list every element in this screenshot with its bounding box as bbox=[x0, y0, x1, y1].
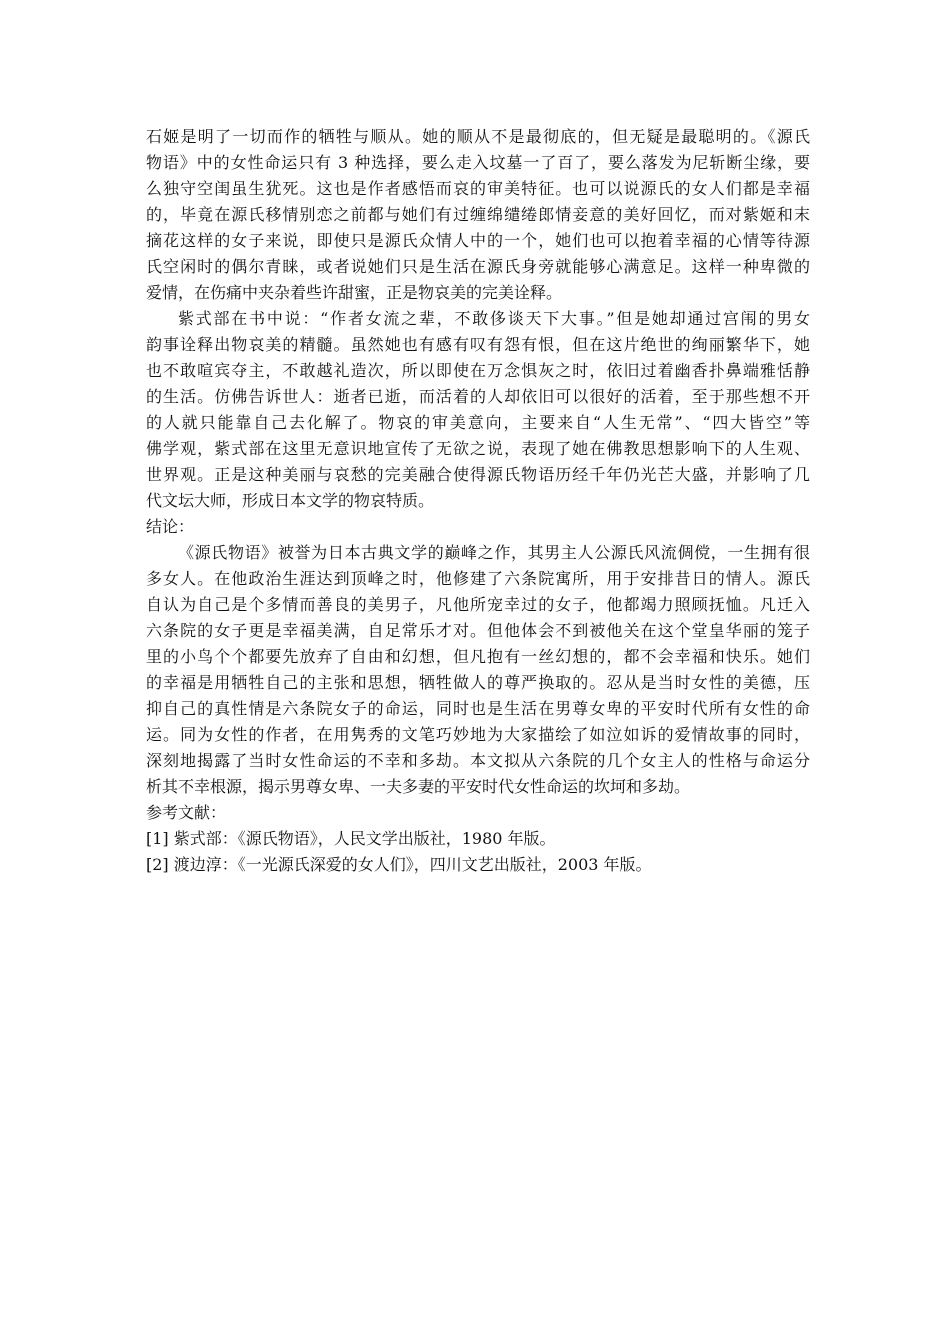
paragraph-line: 石姬是明了一切而作的牺牲与顺从。她的顺从不是最彻底的，但无疑是最聪明的。《源氏 bbox=[146, 127, 810, 146]
paragraph-line: 运。同为女性的作者，在用隽秀的文笔巧妙地为大家描绘了如泣如诉的爱情故事的同时， bbox=[146, 725, 810, 744]
paragraph-line: 《源氏物语》被誉为日本古典文学的巅峰之作，其男主人公源氏风流倜傥，一生拥有很 bbox=[178, 543, 810, 562]
reference-item: [1] 紫式部：《源氏物语》，人民文学出版社，1980 年版。 bbox=[146, 829, 556, 848]
paragraph-line: 么独守空闺虽生犹死。这也是作者感悟而哀的审美特征。也可以说源氏的女人们都是幸福 bbox=[146, 179, 810, 198]
paragraph-line: 抑自己的真性情是六条院女子的命运，同时也是生活在男尊女卑的平安时代所有女性的命 bbox=[146, 699, 810, 718]
paragraph-line: 的生活。仿佛告诉世人：逝者已逝，而活着的人却依旧可以很好的活着，至于那些想不开 bbox=[146, 387, 810, 406]
paragraph-line: 物语》中的女性命运只有 3 种选择，要么走入坟墓一了百了，要么落发为尼斩断尘缘，要 bbox=[146, 153, 810, 172]
paragraph-line: 自认为自己是个多情而善良的美男子，凡他所宠幸过的女子，他都竭力照顾抚恤。凡迁入 bbox=[146, 595, 810, 614]
paragraph-line: 爱情，在伤痛中夹杂着些许甜蜜，正是物哀美的完美诠释。 bbox=[146, 283, 563, 302]
paragraph-line: 多女人。在他政治生涯达到顶峰之时，他修建了六条院寓所，用于安排昔日的情人。源氏 bbox=[146, 569, 810, 588]
paragraph-line: 的幸福是用牺牲自己的主张和思想，牺牲做人的尊严换取的。忍从是当时女性的美德，压 bbox=[146, 673, 810, 692]
references-heading: 参考文献： bbox=[146, 803, 227, 822]
paragraph-2 bbox=[146, 306, 810, 514]
paragraph-line: 氏空闲时的偶尔青睐，或者说她们只是生活在源氏身旁就能够心满意足。这样一种卑微的 bbox=[146, 257, 810, 276]
paragraph-line: 也不敢喧宾夺主，不敢越礼造次，所以即使在万念惧灰之时，依旧过着幽香扑鼻端雅恬静 bbox=[146, 361, 810, 380]
paragraph-line: 深刻地揭露了当时女性命运的不幸和多劫。本文拟从六条院的几个女主人的性格与命运分 bbox=[146, 751, 810, 770]
reference-list bbox=[146, 826, 810, 878]
paragraph-line: 里的小鸟个个都要先放弃了自由和幻想，但凡抱有一丝幻想的，都不会幸福和快乐。她们 bbox=[146, 647, 810, 666]
paragraph-line: 的，毕竟在源氏移情别恋之前都与她们有过缠绵缱绻郎情妾意的美好回忆，而对紫姬和末 bbox=[146, 205, 810, 224]
paragraph-line: 韵事诠释出物哀美的精髓。虽然她也有感有叹有怨有恨，但在这片绝世的绚丽繁华下，她 bbox=[146, 335, 810, 354]
paragraph-line: 世界观。正是这种美丽与哀愁的完美融合使得源氏物语历经千年仍光芒大盛，并影响了几 bbox=[146, 465, 810, 484]
conclusion-heading: 结论： bbox=[146, 517, 195, 536]
conclusion-paragraph bbox=[146, 540, 810, 800]
paragraph-line: 的人就只能靠自己去化解了。物哀的审美意向，主要来自“人生无常”、“四大皆空”等 bbox=[146, 413, 810, 432]
reference-item: [2] 渡边淳：《一光源氏深爱的女人们》，四川文艺出版社，2003 年版。 bbox=[146, 855, 652, 874]
paragraph-line: 紫式部在书中说：“作者女流之辈，不敢侈谈天下大事。”但是她却通过宫闱的男女 bbox=[178, 309, 810, 328]
paragraph-line: 摘花这样的女子来说，即使只是源氏众情人中的一个，她们也可以抱着幸福的心情等待源 bbox=[146, 231, 810, 250]
paragraph-line: 佛学观，紫式部在这里无意识地宣传了无欲之说，表现了她在佛教思想影响下的人生观、 bbox=[146, 439, 810, 458]
paragraph-1 bbox=[146, 124, 810, 306]
paragraph-line: 代文坛大师，形成日本文学的物哀特质。 bbox=[146, 491, 435, 510]
paragraph-line: 六条院的女子更是幸福美满，自足常乐才对。但他体会不到被他关在这个堂皇华丽的笼子 bbox=[146, 621, 810, 640]
document-page bbox=[146, 124, 810, 878]
paragraph-line: 析其不幸根源，揭示男尊女卑、一夫多妻的平安时代女性命运的坎坷和多劫。 bbox=[146, 777, 691, 796]
